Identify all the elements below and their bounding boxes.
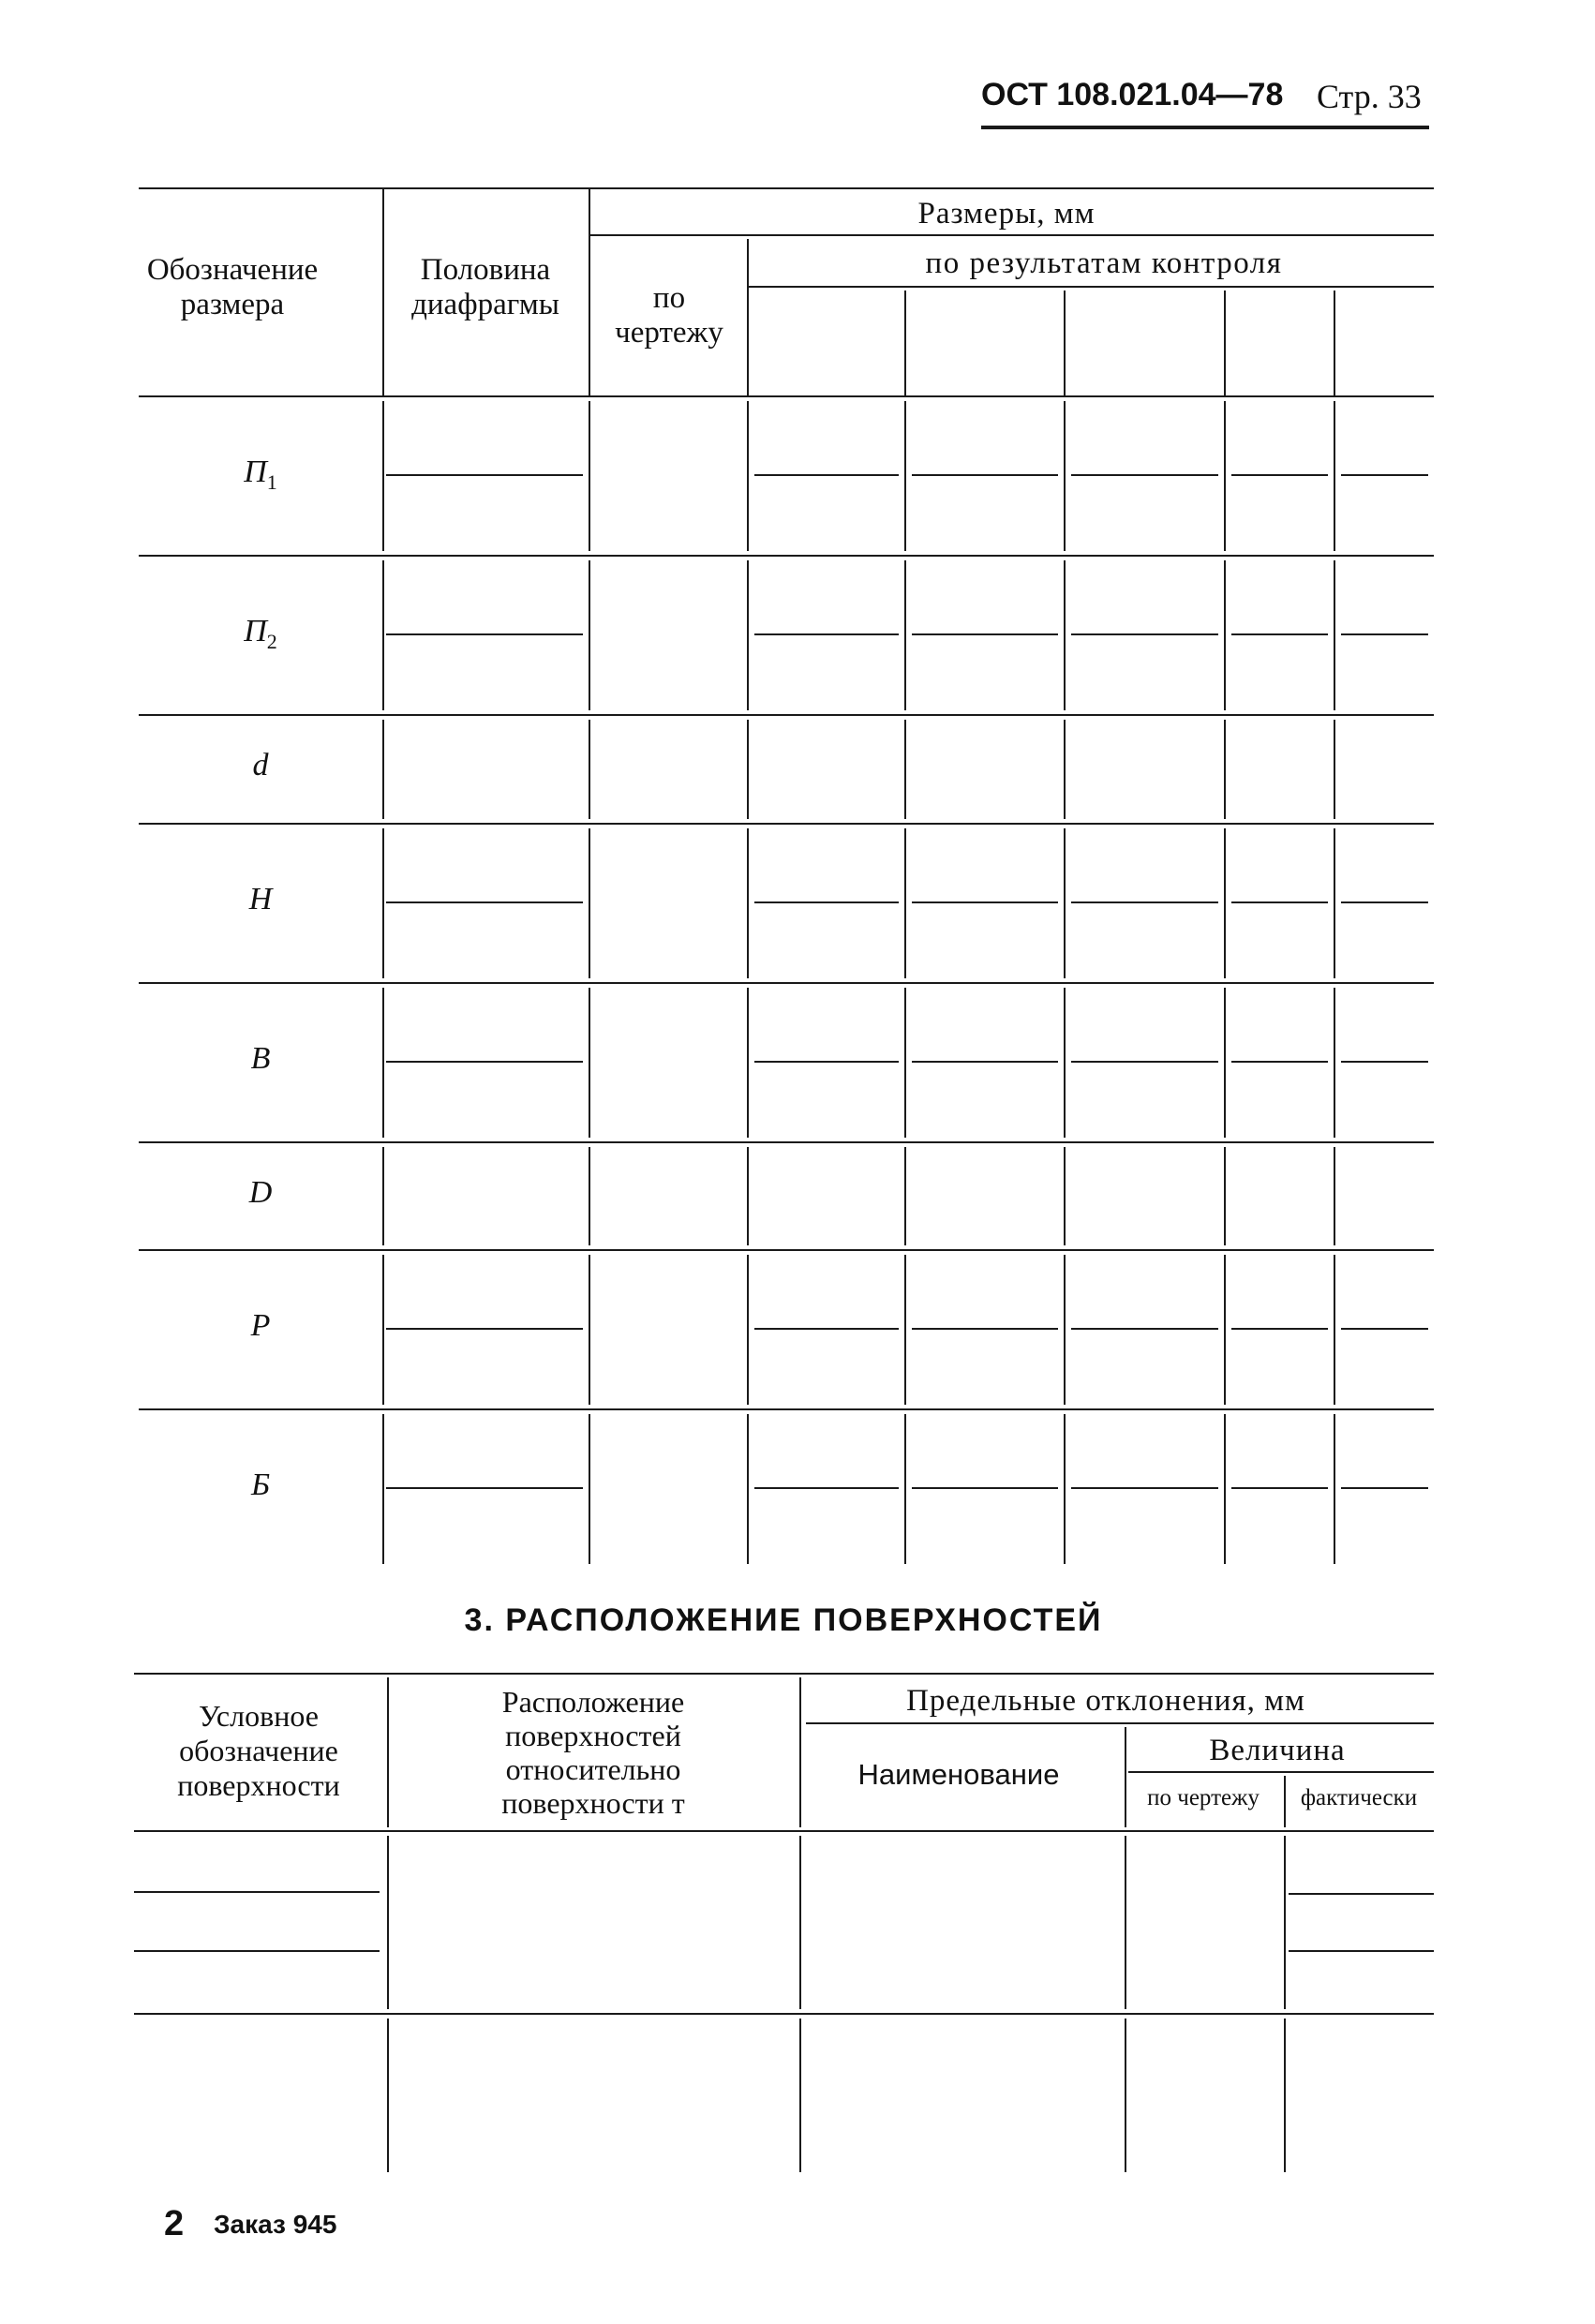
rule [912,901,1058,903]
column-rule [1334,401,1335,551]
column-rule [1334,1414,1335,1564]
rule [1071,1487,1218,1489]
col-half-header: Половина диафрагмы [411,253,559,321]
dimension-symbol [251,1041,271,1077]
col-name-header: Наименование [857,1758,1060,1791]
rule [1341,901,1428,903]
column-rule [1224,1255,1226,1405]
order-number: Заказ 945 [214,2210,337,2239]
column-rule [382,187,384,395]
rule [139,187,1434,189]
dimension-symbol-subscript: 2 [266,629,277,653]
rule [754,1487,899,1489]
column-rule [589,720,590,819]
column-rule [382,988,384,1138]
column-rule [747,988,749,1138]
deviations-group-header: Предельные отклонения, мм [906,1684,1305,1718]
dimension-symbol-letter: H [248,882,273,916]
column-rule [589,1414,590,1564]
rule [1231,633,1328,635]
rule [754,474,899,476]
column-rule [904,560,906,710]
dimension-symbol [251,1467,270,1503]
column-rule [904,1255,906,1405]
column-rule [1064,290,1066,395]
rule [1341,474,1428,476]
rule [1341,1487,1428,1489]
rule [386,633,583,635]
col-value-drawing-header: по чертежу [1147,1785,1260,1810]
dimension-symbol-letter: d [252,748,269,782]
column-rule [1224,828,1226,978]
column-rule [1284,2019,1286,2172]
column-rule [799,1677,801,1827]
rule [139,823,1434,825]
rule [1231,1328,1328,1330]
column-rule [799,1836,801,2009]
column-rule [1125,1836,1126,2009]
column-rule [1224,401,1226,551]
column-rule [747,1414,749,1564]
rule [912,474,1058,476]
dimension-symbol [251,1308,271,1344]
value-group-header: Величина [1209,1734,1346,1767]
column-rule [1224,1147,1226,1245]
rule [139,395,1434,397]
rule [386,901,583,903]
column-rule [904,1414,906,1564]
column-rule [747,1255,749,1405]
rule [754,1328,899,1330]
dimension-symbol-letter: П [244,614,267,648]
rule [806,1722,1434,1724]
col-value-actual-header: фактически [1300,1785,1418,1810]
rule [139,1249,1434,1251]
col-designation-header: Обозначение размера [146,253,319,321]
rule [590,234,1434,236]
column-rule [1224,720,1226,819]
col-position-header: Расположение поверхностей относительно поверхности т [501,1685,685,1820]
dimension-symbol [244,454,277,495]
col-by-drawing-header: по чертежу [615,281,723,350]
rule [1289,1950,1434,1952]
rule [754,633,899,635]
column-rule [1334,1255,1335,1405]
column-rule [747,239,749,395]
rule [1071,633,1218,635]
column-rule [1334,988,1335,1138]
column-rule [1334,1147,1335,1245]
dimension-symbol [249,882,273,917]
column-rule [387,1836,389,2009]
column-rule [1064,401,1066,551]
column-rule [382,1147,384,1245]
column-rule [1064,828,1066,978]
column-rule [1284,1836,1286,2009]
column-rule [589,401,590,551]
rule [912,1061,1058,1063]
column-rule [1064,720,1066,819]
column-rule [1064,988,1066,1138]
rule [1071,474,1218,476]
column-rule [747,401,749,551]
dimension-symbol [244,614,277,654]
column-rule [1125,2019,1126,2172]
column-rule [589,1255,590,1405]
rule [386,1487,583,1489]
column-rule [382,720,384,819]
dimension-symbol-letter: П [244,454,267,489]
column-rule [1224,560,1226,710]
rule [134,1891,380,1893]
column-rule [1064,560,1066,710]
rule [386,1328,583,1330]
column-rule [1334,290,1335,395]
dimension-symbol [253,748,269,783]
column-rule [747,720,749,819]
column-rule [589,988,590,1138]
rule [754,901,899,903]
rule [1231,474,1328,476]
column-rule [1064,1255,1066,1405]
column-rule [387,2019,389,2172]
dimension-symbol-letter: Б [250,1467,271,1502]
column-rule [904,988,906,1138]
column-rule [382,828,384,978]
column-rule [1334,720,1335,819]
rule [1128,1771,1434,1773]
standard-number: ОСТ 108.021.04—78 [981,77,1284,112]
results-group-header: по результатам контроля [925,246,1283,280]
column-rule [1224,1414,1226,1564]
rule [134,1673,1434,1675]
column-rule [747,560,749,710]
column-rule [382,1255,384,1405]
dimension-symbol [249,1175,273,1211]
rule [1341,1061,1428,1063]
column-rule [589,187,590,395]
rule [1231,1487,1328,1489]
column-rule [904,401,906,551]
rule [139,1141,1434,1143]
header-rule [981,126,1429,129]
rule [386,474,583,476]
sheet-number: 2 [164,2204,185,2243]
dimension-symbol-letter: P [250,1308,271,1343]
rule [139,555,1434,557]
rule [139,1408,1434,1410]
col-symbol-header: Условное обозначение поверхности [177,1699,340,1802]
column-rule [904,828,906,978]
column-rule [382,401,384,551]
rule [139,982,1434,984]
column-rule [1064,1147,1066,1245]
rule [747,286,1434,288]
column-rule [1064,1414,1066,1564]
column-rule [904,290,906,395]
rule [1231,1061,1328,1063]
column-rule [382,560,384,710]
column-rule [904,720,906,819]
rule [134,1830,1434,1832]
rule [1231,901,1328,903]
dimension-symbol-letter: D [248,1174,273,1210]
rule [754,1061,899,1063]
column-rule [589,828,590,978]
rule [139,714,1434,716]
rule [912,1487,1058,1489]
column-rule [382,1414,384,1564]
column-rule [589,1147,590,1245]
dimension-symbol-subscript: 1 [266,469,277,494]
sizes-group-header: Размеры, мм [917,197,1096,231]
column-rule [1334,828,1335,978]
column-rule [799,2019,801,2172]
column-rule [1284,1776,1286,1827]
rule [1071,1061,1218,1063]
section-title: 3. РАСПОЛОЖЕНИЕ ПОВЕРХНОСТЕЙ [464,1602,1103,1638]
column-rule [1334,560,1335,710]
column-rule [387,1677,389,1827]
rule [912,633,1058,635]
rule [1341,1328,1428,1330]
rule [134,2013,1434,2015]
column-rule [747,1147,749,1245]
rule [386,1061,583,1063]
rule [1341,633,1428,635]
column-rule [904,1147,906,1245]
column-rule [1224,988,1226,1138]
column-rule [747,828,749,978]
rule [1071,901,1218,903]
rule [1289,1893,1434,1895]
column-rule [589,560,590,710]
page-number: Стр. 33 [1317,78,1422,115]
rule [1071,1328,1218,1330]
rule [134,1950,380,1952]
column-rule [1224,290,1226,395]
column-rule [1125,1727,1126,1827]
rule [912,1328,1058,1330]
dimension-symbol-letter: B [250,1041,271,1076]
